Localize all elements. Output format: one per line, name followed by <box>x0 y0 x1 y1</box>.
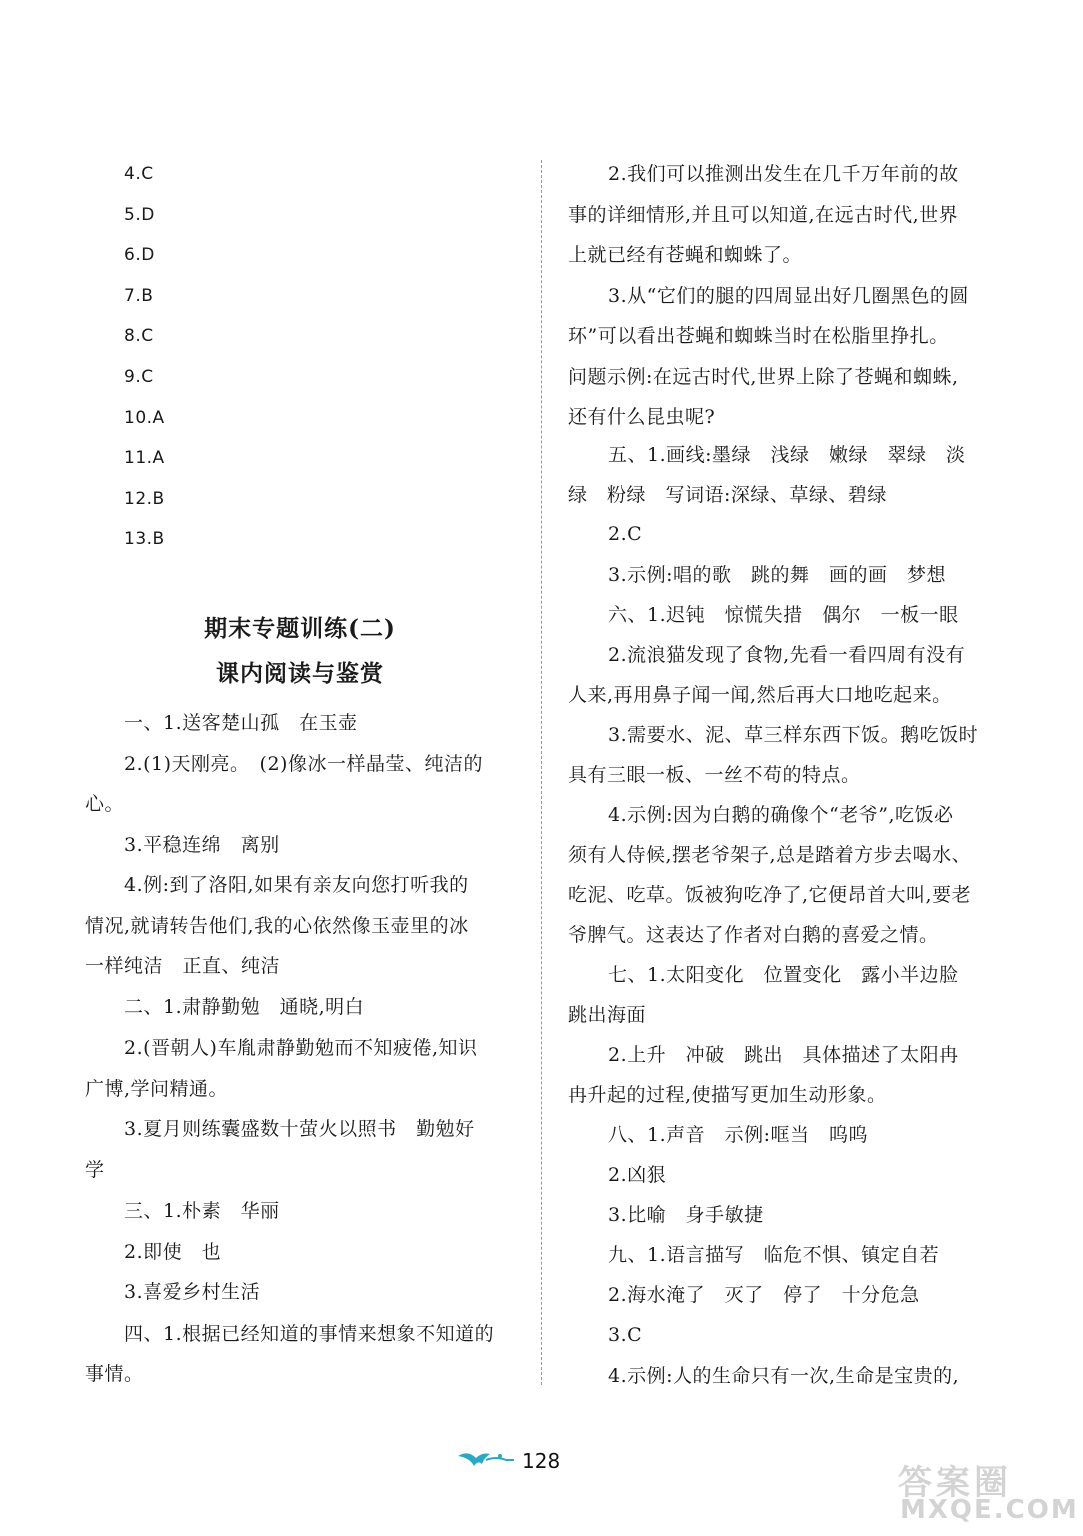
answer-line: 2.我们可以推测出发生在几千万年前的故 <box>608 163 959 185</box>
answer-line: 四、1.根据已经知道的事情来想象不知道的 <box>124 1323 495 1345</box>
mc-answer: 5.D <box>124 204 155 225</box>
answer-line: 2.(晋朝人)车胤肃静勤勉而不知疲倦,知识 <box>124 1037 478 1059</box>
answer-line: 问题示例:在远古时代,世界上除了苍蝇和蜘蛛, <box>568 366 959 388</box>
answer-line: 五、1.画线:墨绿 浅绿 嫩绿 翠绿 淡 <box>608 444 966 466</box>
mc-answer: 12.B <box>124 488 165 509</box>
watermark-logo <box>890 1455 1079 1527</box>
mc-answer: 4.C <box>124 164 154 184</box>
answer-line: 一样纯洁 正直、纯洁 <box>85 955 281 977</box>
answer-line: 3.夏月则练囊盛数十萤火以照书 勤勉好 <box>124 1118 475 1140</box>
answer-line: 吃泥、吃草。饭被狗吃净了,它便昂首大叫,要老 <box>568 884 972 906</box>
answer-line: 3.比喻 身手敏捷 <box>608 1204 764 1226</box>
answer-line: 七、1.太阳变化 位置变化 露小半边脸 <box>608 964 959 986</box>
answer-line: 绿 粉绿 写词语:深绿、草绿、碧绿 <box>568 484 887 506</box>
answer-line: 事的详细情形,并且可以知道,在远古时代,世界 <box>568 204 959 226</box>
answer-line: 一、1.送客楚山孤 在玉壶 <box>124 712 358 734</box>
answer-line: 3.喜爱乡村生活 <box>124 1281 261 1303</box>
answer-line: 4.例:到了洛阳,如果有亲友向您打听我的 <box>124 874 469 896</box>
answer-line: 2.C <box>608 523 643 545</box>
answer-line: 2.凶狠 <box>608 1164 667 1186</box>
answer-line: 3.从“它们的腿的四周显出好几圈黑色的圆 <box>608 285 969 307</box>
answer-line: 3.平稳连绵 离别 <box>124 834 280 856</box>
answer-line: 4.示例:人的生命只有一次,生命是宝贵的, <box>608 1365 960 1387</box>
mc-answer: 9.C <box>124 367 154 387</box>
answer-line: 3.示例:唱的歌 跳的舞 画的画 梦想 <box>608 564 947 586</box>
mc-answer: 7.B <box>124 285 154 306</box>
answer-line: 九、1.语言描写 临危不惧、镇定自若 <box>608 1244 940 1266</box>
section-subtitle: 课内阅读与鉴赏 <box>216 660 384 687</box>
answer-line: 2.即使 也 <box>124 1241 222 1263</box>
swallow-logo-icon <box>456 1448 516 1478</box>
mc-answer: 10.A <box>124 407 165 428</box>
answer-line: 跳出海面 <box>568 1004 647 1026</box>
answer-line: 具有三眼一板、一丝不苟的特点。 <box>568 764 861 786</box>
answer-line: 事情。 <box>85 1363 144 1385</box>
answer-line: 还有什么昆虫呢? <box>568 406 716 428</box>
answer-line: 2.(1)天刚亮。 (2)像冰一样晶莹、纯洁的 <box>124 753 483 775</box>
answer-line: 三、1.朴素 华丽 <box>124 1200 280 1222</box>
answer-line: 2.上升 冲破 跳出 具体描述了太阳冉 <box>608 1044 959 1066</box>
answer-line: 八、1.声音 示例:哐当 呜呜 <box>608 1124 869 1146</box>
mc-answer: 6.D <box>124 245 155 266</box>
answer-line: 3.需要水、泥、草三样东西下饭。鹅吃饭时 <box>608 724 979 746</box>
column-divider <box>541 160 542 1385</box>
answer-line: 2.流浪猫发现了食物,先看一看四周有没有 <box>608 644 966 666</box>
page-number: 128 <box>522 1449 561 1473</box>
mc-answer: 8.C <box>124 326 154 347</box>
answer-line: 广博,学问精通。 <box>85 1078 229 1100</box>
answer-line: 3.C <box>608 1324 643 1346</box>
answer-line: 冉升起的过程,使描写更加生动形象。 <box>568 1084 887 1106</box>
answer-line: 心。 <box>85 793 125 815</box>
answer-line: 情况,就请转告他们,我的心依然像玉壶里的冰 <box>85 915 469 937</box>
answer-line: 上就已经有苍蝇和蜘蛛了。 <box>568 244 803 266</box>
answer-line: 学 <box>85 1159 105 1181</box>
answer-line: 爷脾气。这表达了作者对白鹅的喜爱之情。 <box>568 924 939 946</box>
mc-answer: 13.B <box>124 529 165 550</box>
answer-line: 4.示例:因为白鹅的确像个“老爷”,吃饭必 <box>608 804 954 826</box>
section-title: 期末专题训练(二) <box>204 615 396 642</box>
answer-line: 人来,再用鼻子闻一闻,然后再大口地吃起来。 <box>568 684 952 706</box>
answer-line: 须有人侍候,摆老爷架子,总是踏着方步去喝水、 <box>568 844 972 866</box>
mc-answer: 11.A <box>124 448 165 469</box>
answer-line: 2.海水淹了 灭了 停了 十分危急 <box>608 1284 920 1306</box>
answer-line: 环”可以看出苍蝇和蜘蛛当时在松脂里挣扎。 <box>568 325 949 347</box>
watermark-url: MXQE.COM <box>900 1495 1079 1525</box>
watermark-text: 答案圈 <box>898 1463 1012 1503</box>
answer-line: 二、1.肃静勤勉 通晓,明白 <box>124 996 365 1018</box>
answer-line: 六、1.迟钝 惊慌失措 偶尔 一板一眼 <box>608 604 959 626</box>
